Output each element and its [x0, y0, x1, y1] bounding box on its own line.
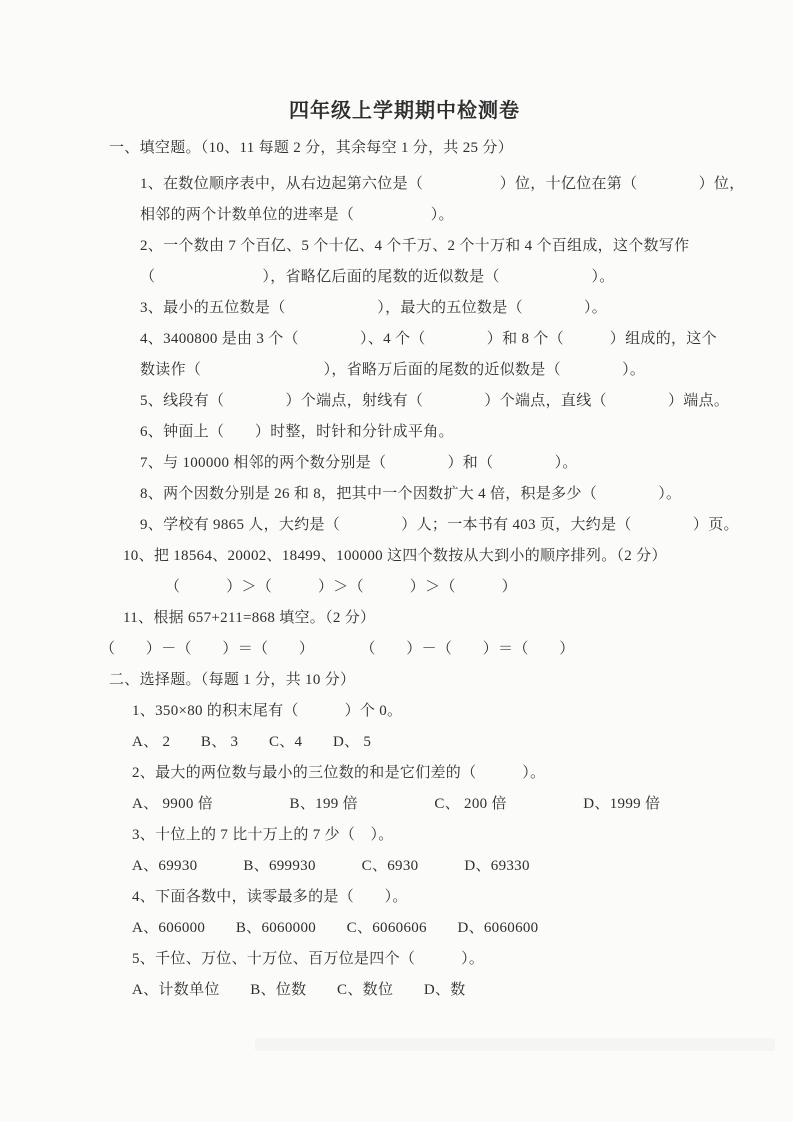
text-line: （ ），省略亿后面的尾数的近似数是（ ）。: [140, 269, 615, 285]
text-line: A、69930 B、699930 C、6930 D、69330: [132, 858, 530, 874]
text-line: 7、与 100000 相邻的两个数分别是（ ）和（ ）。: [140, 455, 578, 471]
page-title: 四年级上学期期中检测卷: [289, 100, 520, 122]
section-2-heading: 二、选择题。（每题 1 分，共 10 分）: [109, 672, 356, 688]
text-line: 6、钟面上（ ）时整，时针和分针成平角。: [140, 424, 454, 440]
text-line: A、606000 B、6060000 C、6060606 D、6060600: [132, 920, 539, 936]
text-line: 11、根据 657+211=868 填空。（2 分）: [123, 610, 376, 626]
text-line: 3、十位上的 7 比十万上的 7 少（ ）。: [132, 827, 394, 843]
text-line: 8、两个因数分别是 26 和 8，把其中一个因数扩大 4 倍，积是多少（ ）。: [140, 486, 682, 502]
text-line: A、 2 B、 3 C、4 D、 5: [132, 734, 372, 750]
text-line: 4、3400800 是由 3 个（ ）、4 个（ ）和 8 个（ ）组成的，这个: [140, 331, 717, 347]
section-2-lines: [0, 696, 793, 1006]
text-line: 数读作（ ），省略万后面的尾数的近似数是（ ）。: [140, 362, 646, 378]
text-line: 1、350×80 的积末尾有（ ）个 0。: [132, 703, 403, 719]
text-line: 2、最大的两位数与最小的三位数的和是它们差的（ ）。: [132, 765, 546, 781]
text-line: 4、下面各数中，读零最多的是（ ）。: [132, 889, 408, 905]
text-line: 9、学校有 9865 人，大约是（ ）人；一本书有 403 页，大约是（ ）页。: [140, 517, 739, 533]
text-line: 5、千位、万位、十万位、百万位是四个（ ）。: [132, 951, 485, 967]
text-line: 2、一个数由 7 个百亿、5 个十亿、4 个千万、2 个十万和 4 个百组成，这个数写作: [140, 238, 690, 254]
text-line: 10、把 18564、20002、18499、100000 这四个数按从大到小的顺序排列。（2 分）: [123, 548, 667, 564]
text-line: 相邻的两个计数单位的进率是（ ）。: [140, 207, 454, 223]
text-line: A、 9900 倍 B、199 倍 C、 200 倍 D、1999 倍: [132, 796, 661, 812]
scan-artifact: [255, 1038, 775, 1051]
section-1-heading: 一、填空题。（10、11 每题 2 分，其余每空 1 分，共 25 分）: [109, 140, 513, 156]
text-line: 5、线段有（ ）个端点，射线有（ ）个端点，直线（ ）端点。: [140, 393, 730, 409]
text-line: 1、在数位顺序表中，从右边起第六位是（ ）位，十亿位在第（ ）位，: [140, 176, 745, 192]
text-line: 3、最小的五位数是（ ），最大的五位数是（ ）。: [140, 300, 608, 316]
text-line: （ ）－（ ）＝（ ） （ ）－（ ）＝（ ）: [100, 641, 575, 657]
text-line: （ ）＞（ ）＞（ ）＞（ ）: [165, 579, 517, 595]
section-1-lines: [0, 169, 793, 665]
text-line: A、计数单位 B、位数 C、数位 D、数: [132, 982, 466, 998]
